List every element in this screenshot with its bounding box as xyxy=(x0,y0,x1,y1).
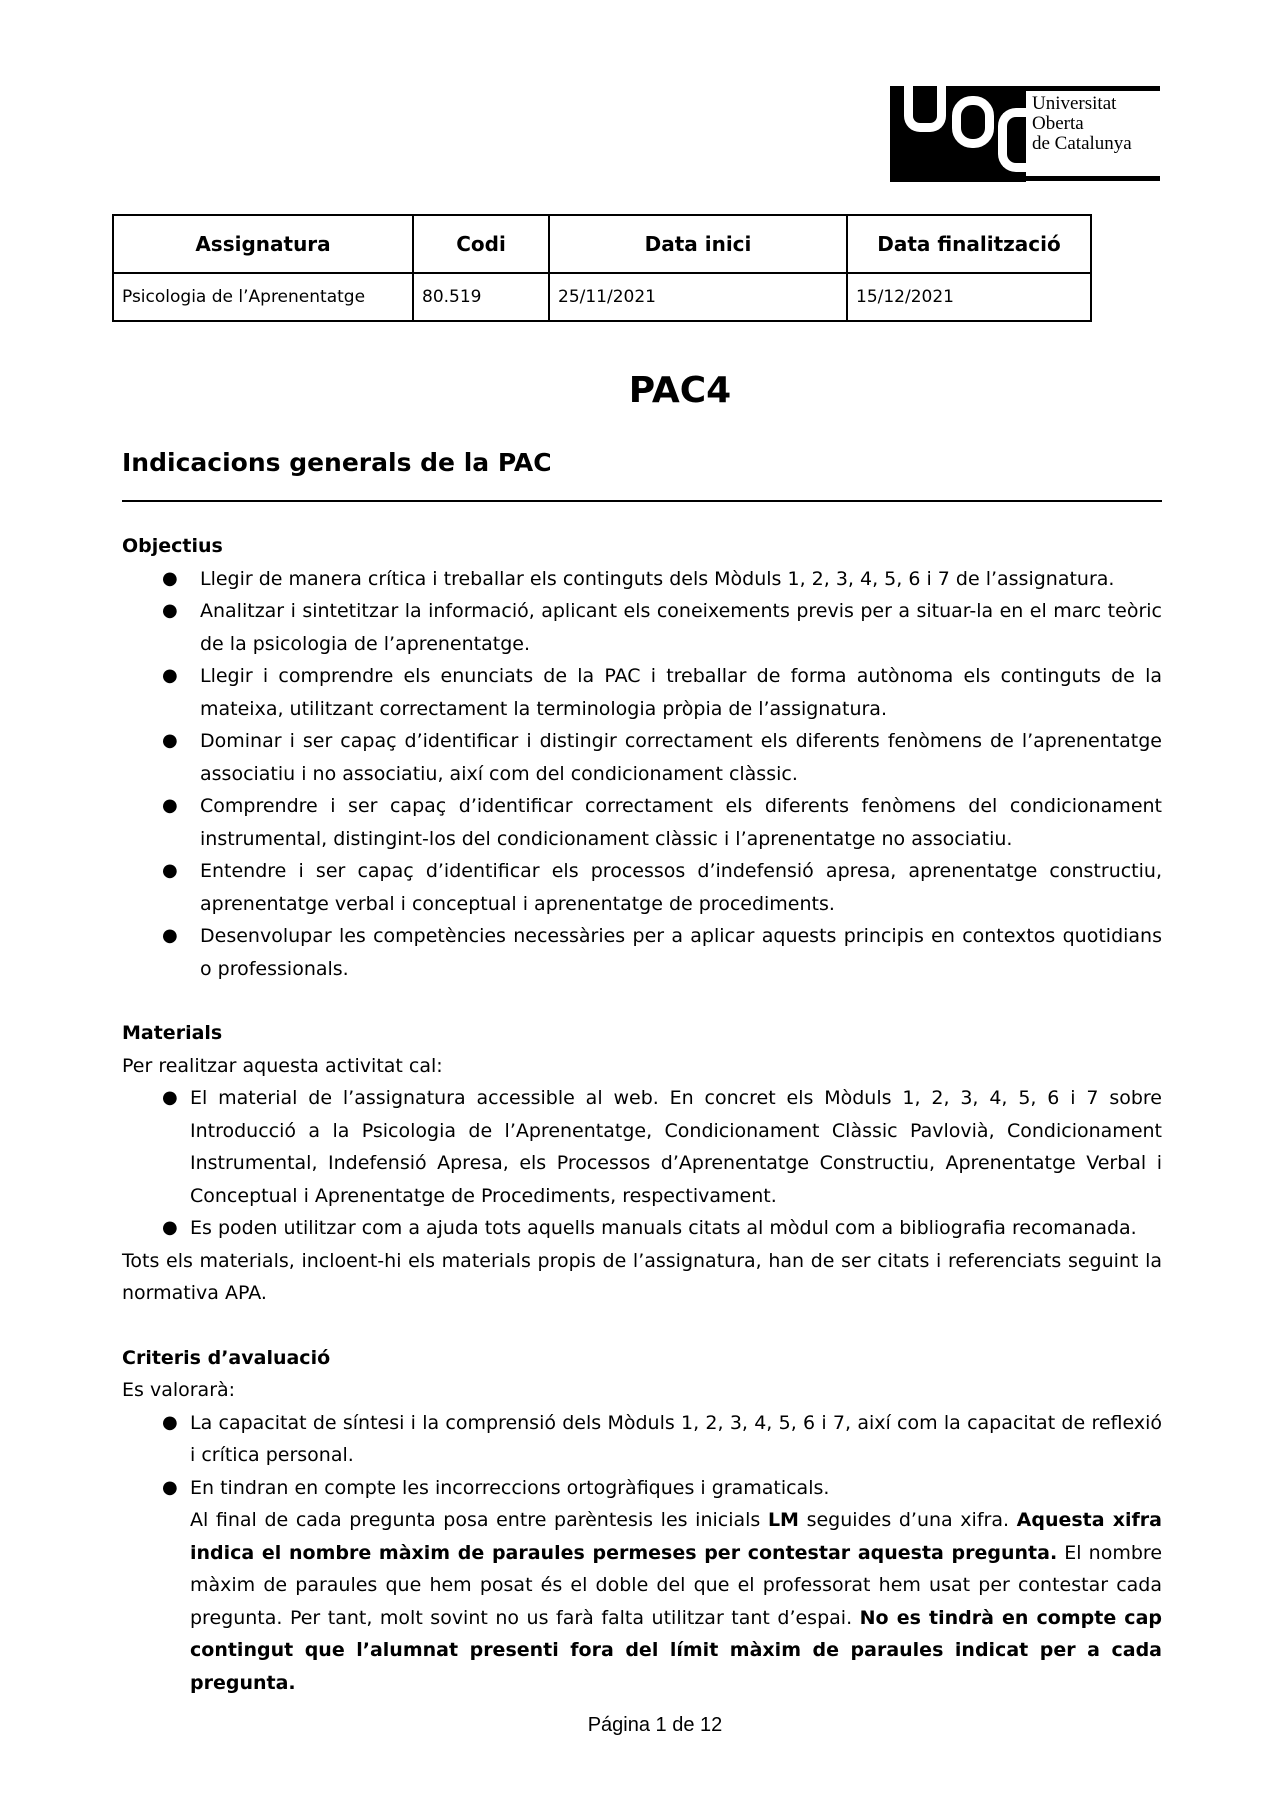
objectius-list xyxy=(122,563,1162,986)
cell-codi: 80.519 xyxy=(413,273,549,321)
page-title: PAC4 xyxy=(628,370,732,411)
list-item: ● La capacitat de síntesi i la comprensió dels Mòduls 1, 2, 3, 4, 5, 6 i 7, així com la capacitat de reflexió i crítica personal. xyxy=(162,1411,1162,1466)
list-item: ● Dominar i ser capaç d’identificar i distingir correctament els diferents fenòmens de l’aprenentatge associatiu i no associatiu, així com del condicionament clàssic. xyxy=(162,730,1162,785)
criteris-list xyxy=(122,1407,1162,1505)
list-item: ● Es poden utilitzar com a ajuda tots aquells manuals citats al mòdul com a bibliografia recomanada. xyxy=(162,1217,1137,1239)
table-row xyxy=(113,273,1091,321)
header-assignatura: Assignatura xyxy=(113,215,413,273)
divider xyxy=(122,500,1162,502)
section-title: Indicacions generals de la PAC xyxy=(122,448,552,477)
materials-list xyxy=(122,1082,1162,1245)
course-info-table xyxy=(112,214,1092,322)
criteris-intro: Es valorarà: xyxy=(122,1379,236,1401)
list-item: ● Entendre i ser capaç d’identificar els processos d’indefensió apresa, aprenentatge constructiu, aprenentatge verbal i conceptual i aprenentatge de procediments. xyxy=(162,860,1162,915)
document-body xyxy=(122,530,1162,1699)
page-footer: Página 1 de 12 xyxy=(587,1714,723,1736)
list-item: ● Desenvolupar les competències necessàries per a aplicar aquests principis en contextos quotidians o professionals. xyxy=(162,925,1162,980)
uoc-logo-mark xyxy=(890,86,1026,182)
uoc-logo xyxy=(890,86,1160,182)
materials-intro: Per realitzar aquesta activitat cal: xyxy=(122,1054,443,1077)
list-item: ● El material de l’assignatura accessible al web. En concret els Mòduls 1, 2, 3, 4, 5, 6 i 7 sobre Introducció a la Psicologia de l’Aprenentatge, Condicionament Clàssic Pavlovià, Condicionament Instrumental, Indefensió Apresa, els Processos d’Aprenentatge Constructiu, Aprenentatge Verbal i Conceptual i Aprenentatge de Procediments, respectivament. xyxy=(162,1087,1162,1207)
list-item: ● Comprendre i ser capaç d’identificar correctament els diferents fenòmens del condicionament instrumental, distingint-los del condicionament clàssic i l’aprenentatge no associatiu. xyxy=(162,795,1162,850)
materials-outro: Tots els materials, incloent-hi els materials propis de l’assignatura, han de ser citats i referenciats seguint la normativa APA. xyxy=(122,1249,1162,1304)
uoc-logo-wordmark: Universitat Oberta de Catalunya xyxy=(1032,93,1132,154)
table-header-row xyxy=(113,215,1091,273)
word-limit-note: Al final de cada pregunta posa entre parèntesis les inicials LM seguides d’una xifra. Aquesta xifra indica el nombre màxim de paraules permeses per contestar aquesta pregunta. El nombre màxim de paraules que hem posat és el doble del que el professorat hem usat per contestar cada pregunta. Per tant, molt sovint no us farà falta utilitzar tant d’espai. No es tindrà en compte cap contingut que l’alumnat presenti fora del límit màxim de paraules indicat per a cada pregunta. xyxy=(190,1509,1163,1694)
header-data-finalitzacio: Data finalització xyxy=(847,215,1091,273)
materials-heading: Materials xyxy=(122,1022,223,1044)
cell-data-finalitzacio: 15/12/2021 xyxy=(847,273,1091,321)
header-data-inici: Data inici xyxy=(549,215,847,273)
header-codi: Codi xyxy=(413,215,549,273)
objectius-heading: Objectius xyxy=(122,535,223,557)
list-item: ● En tindran en compte les incorreccions ortogràfiques i gramaticals. xyxy=(162,1476,830,1499)
list-item: ● Llegir de manera crítica i treballar els continguts dels Mòduls 1, 2, 3, 4, 5, 6 i 7 de l’assignatura. xyxy=(162,567,1115,590)
criteris-heading: Criteris d’avaluació xyxy=(122,1346,331,1369)
cell-assignatura: Psicologia de l’Aprenentatge xyxy=(113,273,413,321)
cell-data-inici: 25/11/2021 xyxy=(549,273,847,321)
list-item: ● Llegir i comprendre els enunciats de la PAC i treballar de forma autònoma els continguts de la mateixa, utilitzant correctament la terminologia pròpia de l’assignatura. xyxy=(162,665,1162,720)
list-item: ● Analitzar i sintetitzar la informació, aplicant els coneixements previs per a situar-la en el marc teòric de la psicologia de l’aprenentatge. xyxy=(162,600,1162,655)
